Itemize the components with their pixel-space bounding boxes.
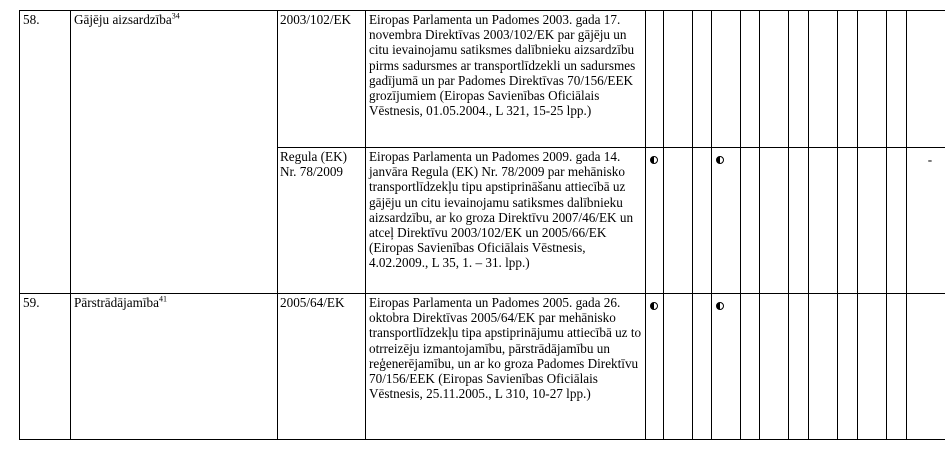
row-number: 58. — [23, 12, 40, 27]
row-number-cell — [20, 11, 71, 294]
status-cell — [887, 294, 907, 440]
status-cell — [712, 148, 741, 294]
status-cell — [741, 294, 760, 440]
status-cell — [760, 11, 789, 148]
status-cell — [838, 148, 858, 294]
status-cell — [809, 294, 838, 440]
act-description-cell — [366, 148, 646, 294]
half-circle-icon — [650, 302, 658, 310]
act-code-cell — [278, 294, 366, 440]
act-code-cell — [278, 148, 366, 294]
half-circle-icon — [650, 156, 658, 164]
status-cell — [693, 294, 712, 440]
status-cell — [646, 11, 664, 148]
half-circle-icon — [716, 156, 724, 164]
status-cell — [809, 11, 838, 148]
status-cell — [907, 148, 945, 294]
status-cell — [789, 294, 809, 440]
status-cell — [760, 148, 789, 294]
status-cell — [646, 148, 664, 294]
status-cell — [887, 148, 907, 294]
footnote-ref: 34 — [171, 11, 180, 21]
act-description-cell — [366, 294, 646, 440]
status-cell — [887, 11, 907, 148]
status-cell — [809, 148, 838, 294]
status-cell — [712, 294, 741, 440]
footnote-ref: 41 — [158, 294, 167, 304]
act-description-cell — [366, 11, 646, 148]
act-code: Regula (EK) Nr. 78/2009 — [280, 149, 348, 180]
status-cell — [858, 148, 887, 294]
row-number-cell — [20, 294, 71, 440]
status-cell — [693, 11, 712, 148]
status-cell — [858, 294, 887, 440]
status-cell — [664, 294, 693, 440]
status-cell — [907, 11, 945, 148]
status-cell — [741, 148, 760, 294]
act-description: Eiropas Parlamenta un Padomes 2009. gada 14. janvāra Regula (EK) Nr. 78/2009 par mehānisko transportlīdzekļu tipu apstiprināšanu attiecībā uz gājēju un citu ievainojamu satiksmes dalībnieku aizsardzību, ar ko groza Direktīvu 2007/46/EK un atceļ Direktīvu 2003/102/EK un 2005/66/EK (Eiropas Savienības Oficiālais Vēstnesis, 4.02.2009., L 35, 1. – 31. lpp.) — [369, 149, 634, 271]
status-cell — [789, 148, 809, 294]
status-cell — [838, 11, 858, 148]
act-code: 2003/102/EK — [280, 12, 352, 27]
status-cell — [789, 11, 809, 148]
topic-cell — [71, 11, 278, 294]
act-description: Eiropas Parlamenta un Padomes 2005. gada 26. oktobra Direktīvas 2005/64/EK par mehānisko transportlīdzekļu tipa apstiprinājumu attiecībā uz to otrreizēju izmantojamību, pārstrādājamību un reģenerējamību, un ar ko groza Padomes Direktīvu 70/156/EEK (Eiropas Savienības Oficiālais Vēstnesis, 25.11.2005., L 310, 10-27 lpp.) — [369, 295, 642, 402]
act-code-cell — [278, 11, 366, 148]
status-cell — [693, 148, 712, 294]
act-code: 2005/64/EK — [280, 295, 345, 310]
status-cell — [646, 294, 664, 440]
table-row — [20, 294, 945, 440]
half-circle-icon — [716, 302, 724, 310]
status-cell — [907, 294, 945, 440]
regulation-table — [19, 10, 945, 440]
status-text: - — [927, 152, 933, 167]
status-cell — [664, 148, 693, 294]
status-cell — [858, 11, 887, 148]
topic-title: Gājēju aizsardzība — [74, 12, 172, 27]
table-row — [20, 11, 945, 148]
act-description: Eiropas Parlamenta un Padomes 2003. gada 17. novembra Direktīvas 2003/102/EK par gājēju un citu ievainojamu satiksmes dalībnieku aizsardzību pirms sadursmes ar transportlīdzekli un sadursmes gadījumā un par Padomes Direktīvas 70/156/EEK grozījumiem (Eiropas Savienības Oficiālais Vēstnesis, 01.05.2004., L 321, 15-25 lpp.) — [369, 12, 636, 119]
topic-cell — [71, 294, 278, 440]
status-cell — [838, 294, 858, 440]
status-cell — [760, 294, 789, 440]
status-cell — [712, 11, 741, 148]
row-number: 59. — [23, 295, 40, 310]
topic-title: Pārstrādājamība — [74, 295, 159, 310]
status-cell — [664, 11, 693, 148]
status-cell — [741, 11, 760, 148]
